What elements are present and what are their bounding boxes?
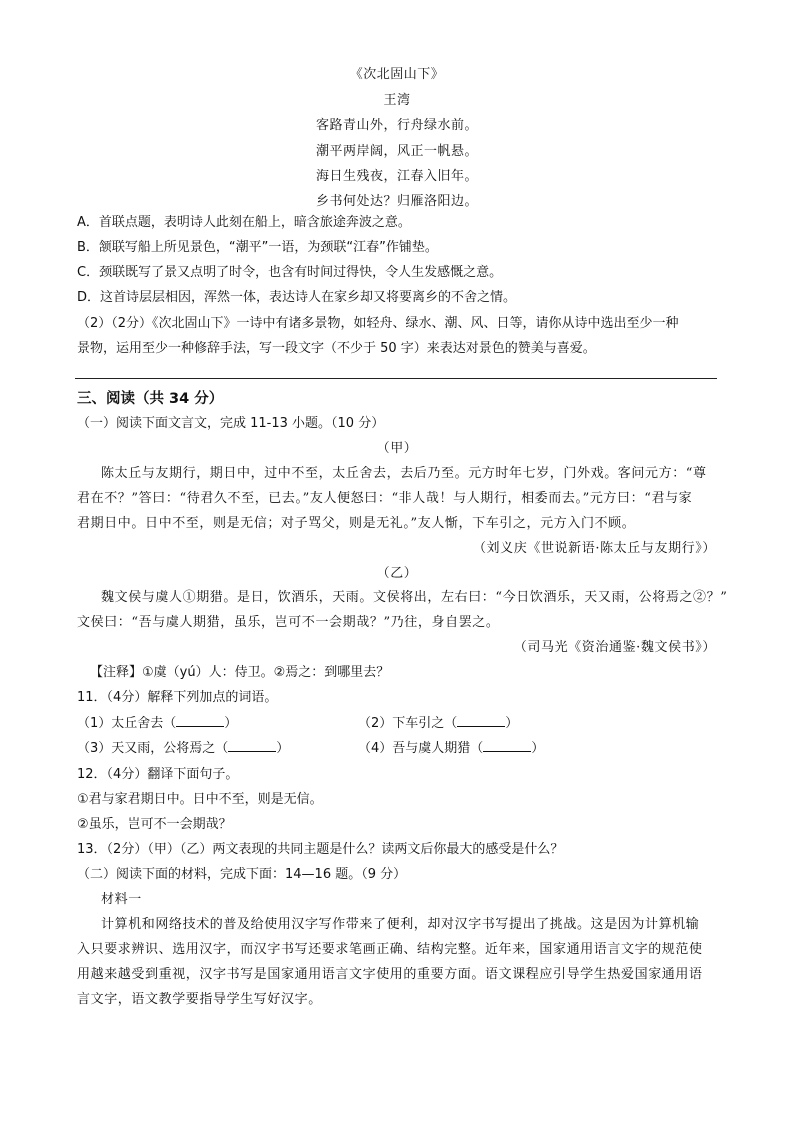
poem-line-3: 海日生残夜，江春入旧年。	[315, 169, 478, 184]
yi-line-2: 文侯曰：“吾与虞人期猎，虽乐，岂可不一会期哉？”乃往，身自罢之。	[77, 615, 500, 630]
material-line-3: 用越来越受到重视，汉字书写是国家通用语言文字使用的重要方面。语文课程应引导学生热爱国家通用语	[77, 967, 703, 982]
material-line-2: 入只要求辨识、选用汉字，而汉字书写还要求笔画正确、结构完整。近年来，国家通用语言文字的规范使	[77, 942, 703, 957]
part2-intro: （二）阅读下面的材料，完成下面：14—16 题。（9 分）	[77, 867, 407, 882]
yi-source: （司马光《资治通鉴·魏文侯书》）	[513, 640, 716, 655]
section-heading: 三、阅读（共 34 分）	[77, 391, 224, 407]
q11-item-4: （4）吾与虞人期猎（ ）	[358, 741, 545, 756]
answer-divider	[75, 378, 717, 379]
q13-stem: 13．（2分）（甲）（乙）两文表现的共同主题是什么？读两文后你最大的感受是什么？	[77, 842, 564, 857]
poem-line-4: 乡书何处达？归雁洛阳边。	[315, 194, 478, 209]
annotation-note: 【注释】①虞（yú）人：侍卫。②焉之：到哪里去？	[90, 665, 390, 680]
jia-label: （甲）	[376, 441, 418, 456]
option-d: D．这首诗层层相因，浑然一体，表达诗人在家乡却又将要离乡的不舍之情。	[77, 290, 517, 305]
jia-line-3: 君期日中。日中不至，则是无信；对子骂父，则是无礼。”友人惭，下车引之，元方入门不顾。	[77, 516, 636, 531]
material-line-4: 言文字，语文教学要指导学生写好汉字。	[77, 992, 322, 1007]
yi-label: （乙）	[376, 566, 418, 581]
material-line-1: 计算机和网络技术的普及给使用汉字写作带来了便利，却对汉字书写提出了挑战。这是因为计算机输	[101, 917, 700, 932]
jia-line-2: 君在不？”答曰：“待君久不至，已去。”友人便怒曰：“非人哉！与人期行，相委而去。”元方曰：“君与家	[77, 491, 693, 506]
q11-item-1: （1）太丘舍去（ ）	[77, 716, 238, 731]
answer-blank[interactable]	[228, 739, 276, 752]
q10-2-line-1: （2）（2分）《次北固山下》一诗中有诸多景物，如轻舟、绿水、潮、风、日等，请你从诗中选出至少一种	[77, 316, 679, 331]
poem-author: 王湾	[383, 93, 411, 108]
answer-blank[interactable]	[457, 714, 505, 727]
q11-item-3: （3）天又雨，公将焉之（ ）	[77, 741, 290, 756]
answer-blank[interactable]	[176, 714, 224, 727]
option-b: B．颔联写船上所见景色，“潮平”一语，为颈联“江春”作铺垫。	[77, 240, 438, 255]
jia-line-1: 陈太丘与友期行，期日中，过中不至，太丘舍去，去后乃至。元方时年七岁，门外戏。客问元方：“尊	[101, 466, 707, 481]
jia-source: （刘义庆《世说新语·陈太丘与友期行》）	[472, 541, 716, 556]
material-label: 材料一	[101, 892, 142, 907]
poem-line-2: 潮平两岸阔，风正一帆悬。	[315, 144, 478, 159]
option-a: A．首联点题，表明诗人此刻在船上，暗含旅途奔波之意。	[77, 215, 411, 230]
q12-stem: 12．（4分）翻译下面句子。	[77, 767, 239, 782]
q11-item-2: （2）下车引之（ ）	[358, 716, 519, 731]
option-c: C．颈联既写了景又点明了时令，也含有时间过得快，令人生发感慨之意。	[77, 265, 503, 280]
poem-line-1: 客路青山外，行舟绿水前。	[315, 118, 478, 133]
q12-sentence-1: ①君与家君期日中。日中不至，则是无信。	[77, 792, 323, 807]
poem-title: 《次北固山下》	[349, 67, 445, 82]
q11-stem: 11．（4分）解释下列加点的词语。	[77, 690, 278, 705]
yi-line-1: 魏文侯与虞人①期猎。是日，饮酒乐，天雨。文侯将出，左右曰：“今日饮酒乐，天又雨，公将焉之②？”	[101, 590, 728, 605]
q10-2-line-2: 景物，运用至少一种修辞手法，写一段文字（不少于 50 字）来表达对景色的赞美与喜爱。	[77, 341, 596, 356]
q12-sentence-2: ②虽乐，岂可不一会期哉？	[77, 817, 232, 832]
part1-intro: （一）阅读下面文言文，完成 11-13 小题。（10 分）	[77, 416, 385, 431]
answer-blank[interactable]	[483, 739, 531, 752]
